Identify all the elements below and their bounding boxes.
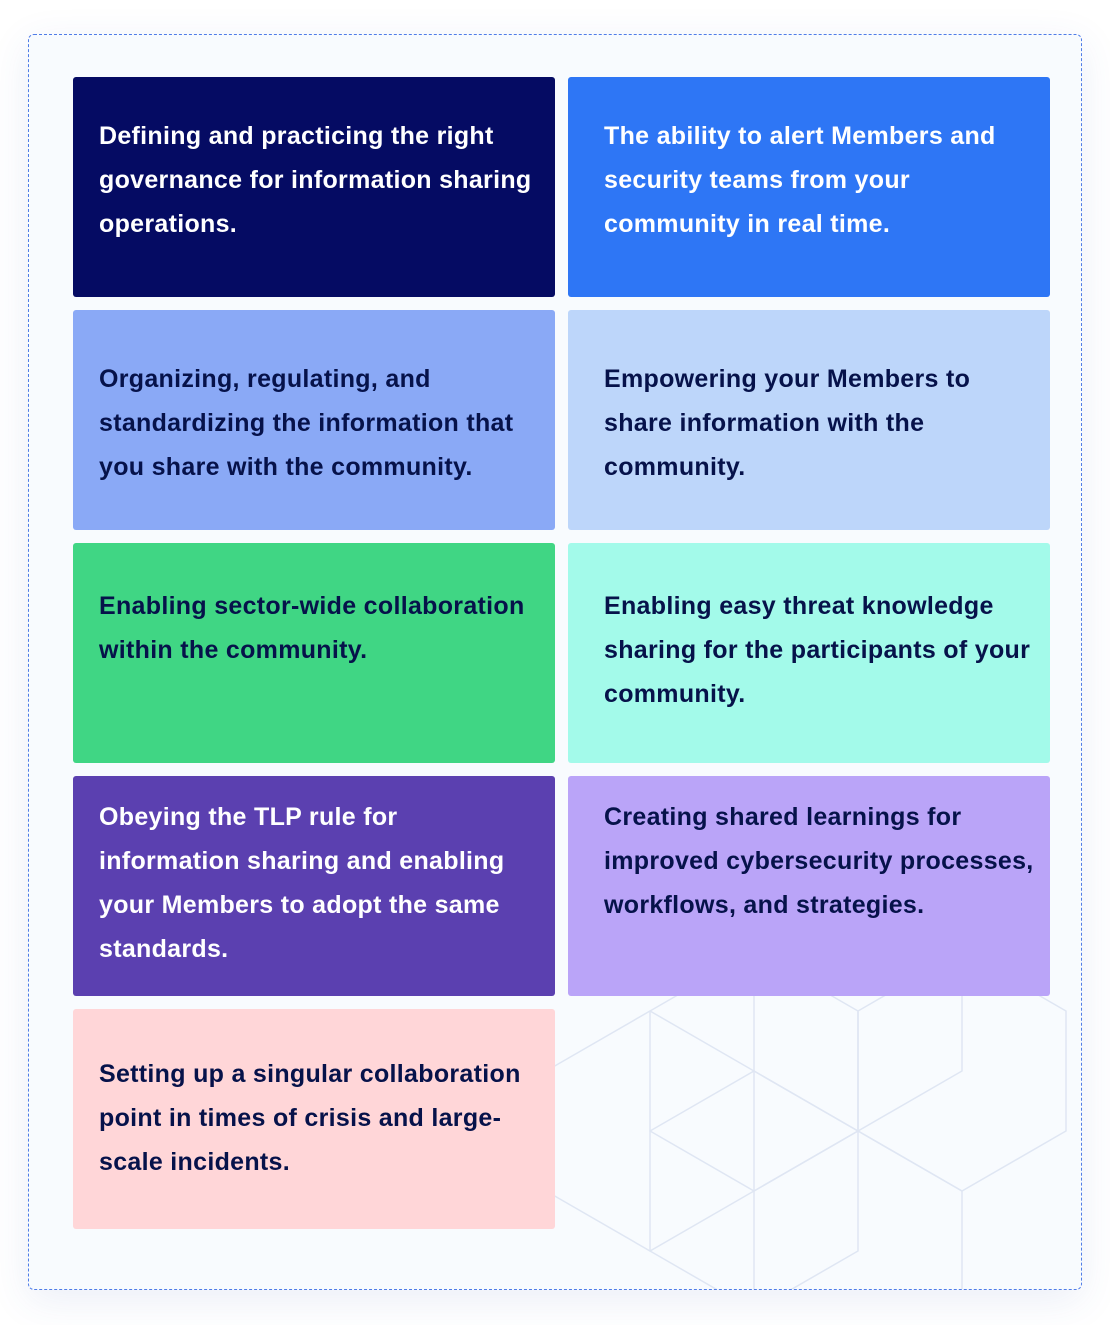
card-threat-knowledge-sharing: [568, 543, 1050, 763]
card-standardizing-information: [73, 310, 555, 530]
card-tlp-rule-text: Obeying the TLP rule for information sharing and enabling your Members to adopt the same standards.: [99, 803, 505, 963]
card-shared-learnings: [568, 776, 1050, 996]
card-real-time-alerts-text: The ability to alert Members and security teams from your community in real time.: [604, 122, 996, 238]
card-governance-text: Defining and practicing the right governance for information sharing operations.: [99, 122, 532, 238]
card-real-time-alerts: [568, 77, 1050, 297]
card-empowering-members: [568, 310, 1050, 530]
card-empowering-members-text: Empowering your Members to share information with the community.: [604, 365, 971, 481]
card-tlp-rule: [73, 776, 555, 996]
card-crisis-collaboration: [73, 1009, 555, 1229]
card-governance: [73, 77, 555, 297]
card-shared-learnings-text: Creating shared learnings for improved cybersecurity processes, workflows, and strategies.: [604, 803, 1034, 919]
card-standardizing-information-text: Organizing, regulating, and standardizing the information that you share with the community.: [99, 365, 514, 481]
card-crisis-collaboration-text: Setting up a singular collaboration point in times of crisis and large-scale incidents.: [99, 1060, 521, 1176]
card-sector-collaboration-text: Enabling sector-wide collaboration within the community.: [99, 592, 525, 664]
card-threat-knowledge-sharing-text: Enabling easy threat knowledge sharing for the participants of your community.: [604, 592, 1031, 708]
content-frame: [28, 34, 1082, 1290]
card-sector-collaboration: [73, 543, 555, 763]
